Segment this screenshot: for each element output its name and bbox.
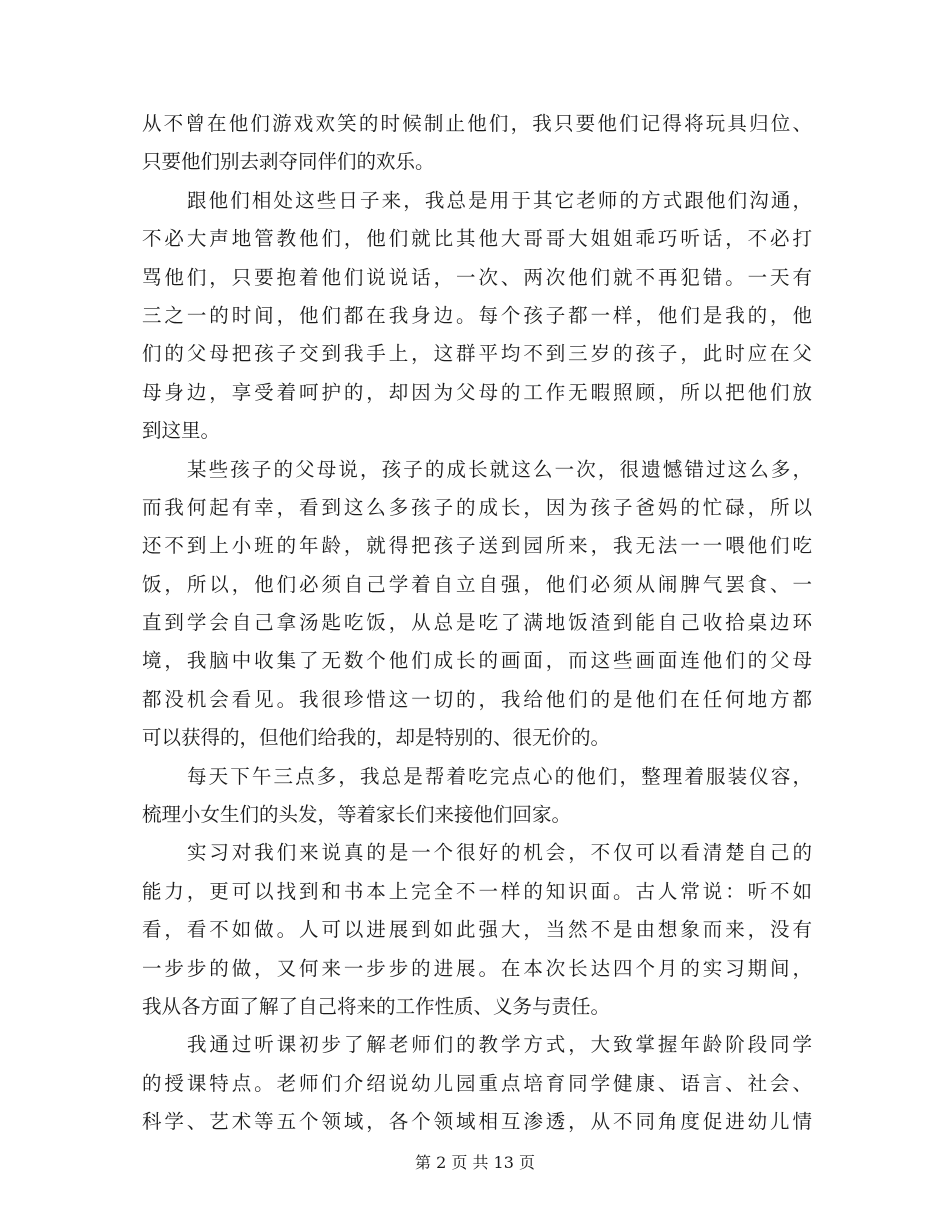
text-line: 能力，更可以找到和书本上完全不一样的知识面。古人常说：听不如 <box>142 879 812 903</box>
text-line: 某些孩子的父母说，孩子的成长就这么一次，很遗憾错过这么多， <box>187 457 812 481</box>
text-line: 们的父母把孩子交到我手上，这群平均不到三岁的孩子，此时应在父 <box>142 342 812 366</box>
text-line: 实习对我们来说真的是一个很好的机会，不仅可以看清楚自己的 <box>187 841 812 865</box>
text-line: 不必大声地管教他们，他们就比其他大哥哥大姐姐乖巧听话，不必打 <box>142 227 812 251</box>
text-line: 梳理小女生们的头发，等着家长们来接他们回家。 <box>142 803 572 827</box>
text-line: 而我何起有幸，看到这么多孩子的成长，因为孩子爸妈的忙碌，所以 <box>142 495 812 519</box>
text-line: 一步步的做，又何来一步步的进展。在本次长达四个月的实习期间， <box>142 956 812 980</box>
text-line: 每天下午三点多，我总是帮着吃完点心的他们，整理着服装仪容， <box>187 764 812 788</box>
text-line: 境，我脑中收集了无数个他们成长的画面，而这些画面连他们的父母 <box>142 649 812 673</box>
text-line: 都没机会看见。我很珍惜这一切的，我给他们的是他们在任何地方都 <box>142 687 812 711</box>
page-number-footer: 第 2 页 共 13 页 <box>415 1153 535 1172</box>
text-line: 只要他们别去剥夺同伴们的欢乐。 <box>142 150 435 174</box>
text-line: 三之一的时间，他们都在我身边。每个孩子都一样，他们是我的，他 <box>142 303 812 327</box>
text-line: 母身边，享受着呵护的，却因为父母的工作无暇照顾，所以把他们放 <box>142 380 812 404</box>
text-line: 我从各方面了解了自己将来的工作性质、义务与责任。 <box>142 994 611 1018</box>
text-line: 饭，所以，他们必须自己学着自立自强，他们必须从闹脾气罢食、一 <box>142 572 812 596</box>
text-line: 跟他们相处这些日子来，我总是用于其它老师的方式跟他们沟通， <box>187 188 812 212</box>
text-line: 的授课特点。老师们介绍说幼儿园重点培育同学健康、语言、社会、 <box>142 1071 812 1095</box>
text-line: 科学、艺术等五个领域，各个领域相互渗透，从不同角度促进幼儿情 <box>142 1110 812 1134</box>
text-line: 从不曾在他们游戏欢笑的时候制止他们，我只要他们记得将玩具归位、 <box>142 112 812 135</box>
text-line: 到这里。 <box>142 419 221 443</box>
text-line: 我通过听课初步了解老师们的教学方式，大致掌握年龄阶段同学 <box>187 1033 812 1057</box>
text-line: 直到学会自己拿汤匙吃饭，从总是吃了满地饭渣到能自己收拾桌边环 <box>142 611 812 635</box>
text-line: 可以获得的，但他们给我的，却是特别的、很无价的。 <box>142 726 611 750</box>
body-text <box>142 105 812 1142</box>
text-line: 还不到上小班的年龄，就得把孩子送到园所来，我无法一一喂他们吃 <box>142 534 812 558</box>
text-line: 看，看不如做。人可以进展到如此强大，当然不是由想象而来，没有 <box>142 918 812 942</box>
text-line: 骂他们，只要抱着他们说说话，一次、两次他们就不再犯错。一天有 <box>142 265 812 289</box>
